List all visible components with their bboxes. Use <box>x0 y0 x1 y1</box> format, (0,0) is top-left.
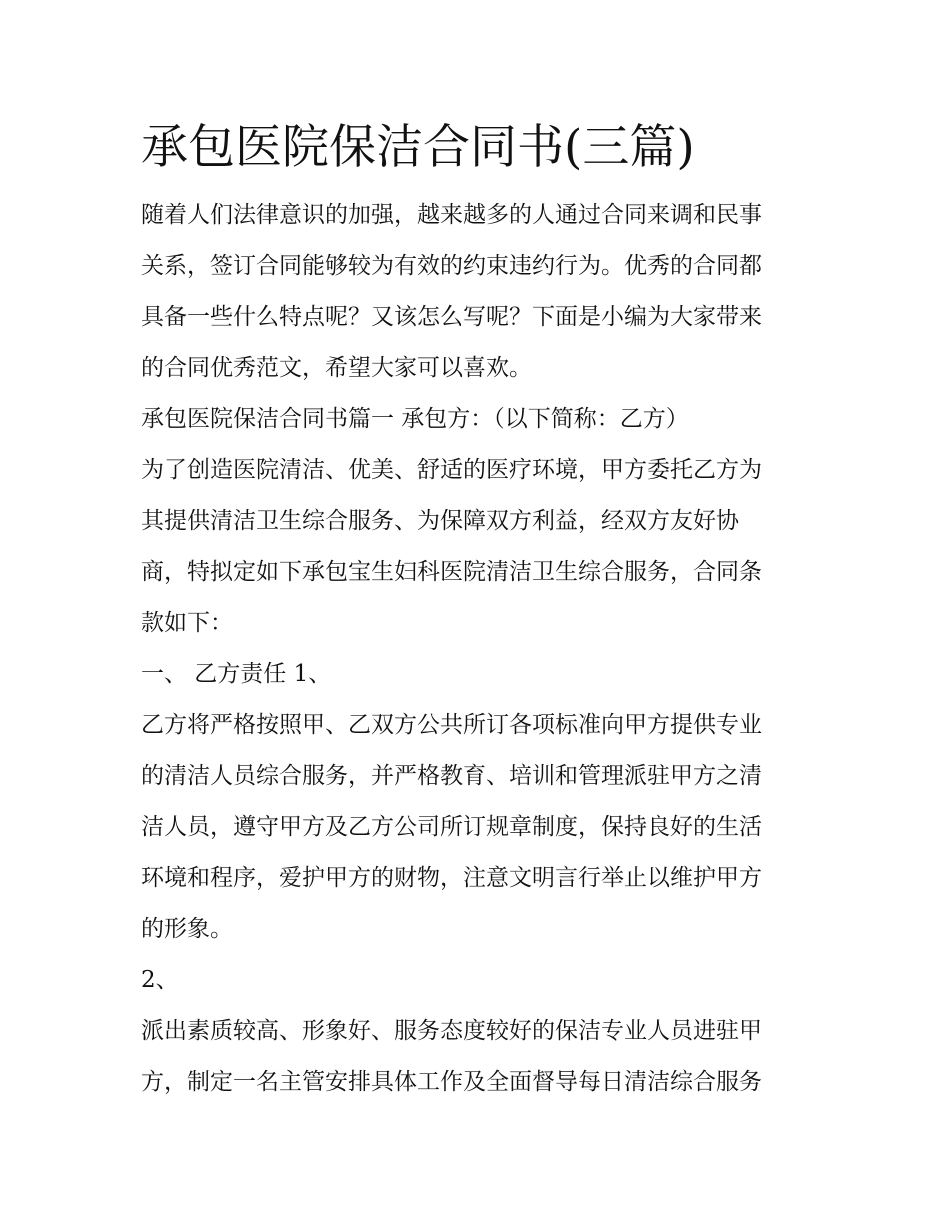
text-line: 商，特拟定如下承包宝生妇科医院清洁卫生综合服务，合同条 <box>141 559 762 585</box>
text-line: 方，制定一名主管安排具体工作及全面督导每日清洁综合服务 <box>141 1069 762 1095</box>
text-line: 其提供清洁卫生综合服务、为保障双方利益，经双方友好协 <box>141 508 739 534</box>
text-line: 乙方将严格按照甲、乙双方公共所订各项标准向甲方提供专业 <box>141 712 762 738</box>
clause-number: 2、 <box>141 967 179 993</box>
document-title: 承包医院保洁合同书(三篇) <box>141 120 695 175</box>
document-page <box>141 112 821 1108</box>
text-line: 款如下： <box>141 610 233 636</box>
text-line: 为了创造医院清洁、优美、舒适的医疗环境，甲方委托乙方为 <box>141 457 762 483</box>
text-line: 关系，签订合同能够较为有效的约束违约行为。优秀的合同都 <box>141 253 762 279</box>
text-line: 环境和程序，爱护甲方的财物，注意文明言行举止以维护甲方 <box>141 865 762 891</box>
clause-heading: 一、 乙方责任 1、 <box>141 661 332 687</box>
text-line: 的合同优秀范文，希望大家可以喜欢。 <box>141 355 532 381</box>
section-heading: 承包医院保洁合同书篇一 承包方：（以下简称：乙方） <box>141 406 689 432</box>
text-line: 的形象。 <box>141 916 233 942</box>
text-line: 具备一些什么特点呢？又该怎么写呢？下面是小编为大家带来 <box>141 304 762 330</box>
text-line: 洁人员，遵守甲方及乙方公司所订规章制度，保持良好的生活 <box>141 814 762 840</box>
text-line: 派出素质较高、形象好、服务态度较好的保洁专业人员进驻甲 <box>141 1018 762 1044</box>
text-line: 随着人们法律意识的加强，越来越多的人通过合同来调和民事 <box>141 202 762 228</box>
text-line: 的清洁人员综合服务，并严格教育、培训和管理派驻甲方之清 <box>141 763 762 789</box>
